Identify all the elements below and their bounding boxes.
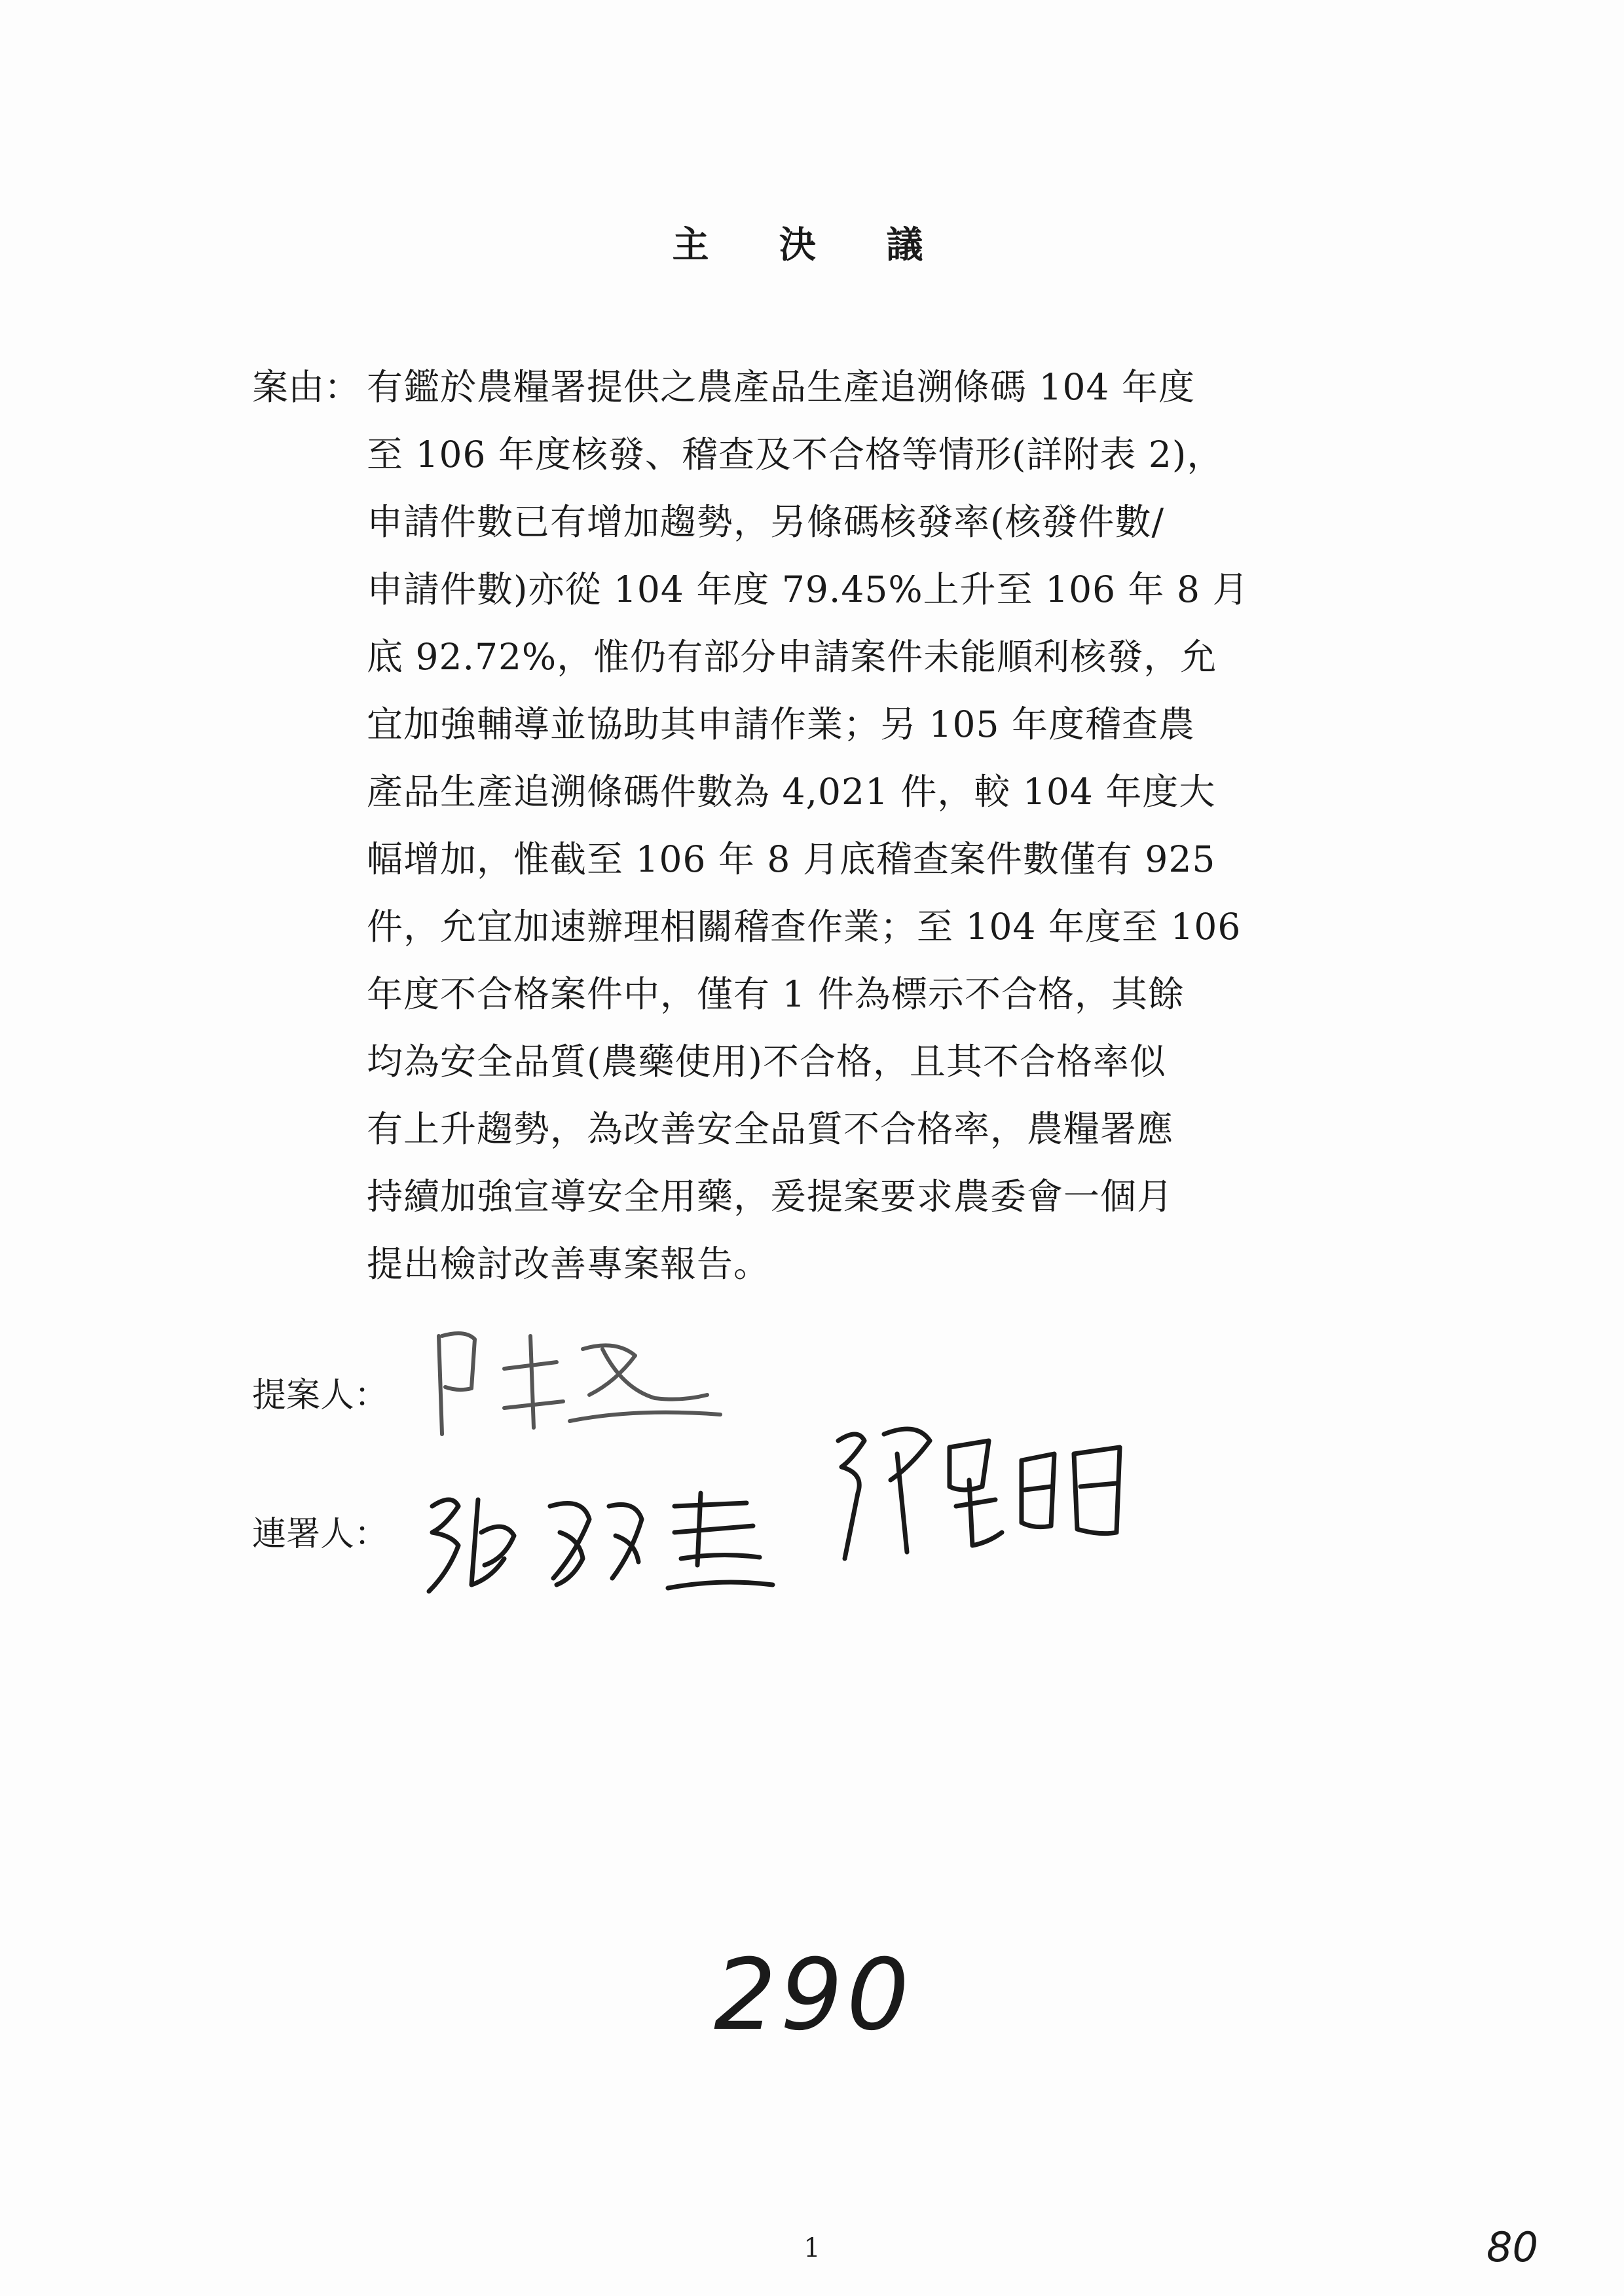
case-line: 申請件數已有增加趨勢，另條碼核發率(核發件數/ (367, 501, 1164, 543)
cosigner-signature (819, 1401, 1146, 1572)
case-body (367, 354, 1326, 1298)
case-line: 有上升趨勢，為改善安全品質不合格率，農糧署應 (367, 1108, 1174, 1150)
cosigner-signature (419, 1480, 786, 1611)
case-line: 提出檢討改善專案報告。 (367, 1243, 771, 1285)
case-label: 案由： (252, 366, 361, 408)
corner-number: 80 (1486, 2223, 1538, 2271)
case-line: 有鑑於農糧署提供之農產品生產追溯條碼 104 年度 (367, 366, 1195, 408)
case-line: 至 106 年度核發、稽查及不合格等情形(詳附表 2)， (367, 434, 1224, 475)
cosigner-label: 連署人： (252, 1515, 389, 1554)
case-line: 底 92.72%，惟仍有部分申請案件未能順利核發，允 (367, 636, 1217, 678)
case-line: 幅增加，惟截至 106 年 8 月底稽查案件數僅有 925 (367, 838, 1216, 880)
proposer-label: 提案人： (252, 1376, 389, 1415)
case-line: 申請件數)亦從 104 年度 79.45%上升至 106 年 8 月 (367, 568, 1249, 610)
handwritten-number: 290 (714, 1938, 913, 2052)
case-line: 年度不合格案件中，僅有 1 件為標示不合格，其餘 (367, 973, 1185, 1015)
page-number: 1 (803, 2233, 821, 2263)
case-line: 持續加強宣導安全用藥，爰提案要求農委會一個月 (367, 1176, 1174, 1217)
case-line: 宜加強輔導並協助其申請作業；另 105 年度稽查農 (367, 703, 1195, 745)
page-title: 主 決 議 (672, 223, 952, 267)
case-line: 產品生產追溯條碼件數為 4,021 件，較 104 年度大 (367, 771, 1216, 813)
proposer-signature (419, 1310, 733, 1460)
case-line: 件，允宜加速辦理相關稽查作業；至 104 年度至 106 (367, 906, 1242, 948)
case-line: 均為安全品質(農藥使用)不合格，且其不合格率似 (367, 1041, 1166, 1083)
